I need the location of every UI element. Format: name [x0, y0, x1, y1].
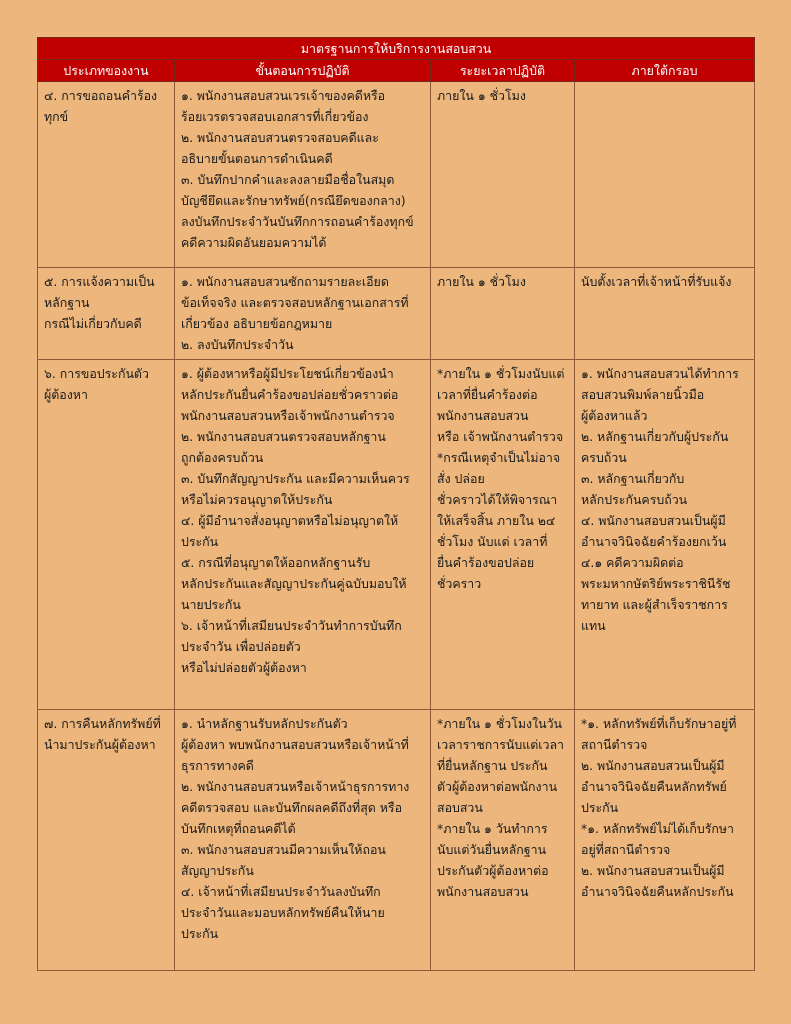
- header-framework: ภายใต้กรอบ: [575, 60, 755, 82]
- table-title-row: [38, 38, 755, 60]
- table-header-row: [38, 60, 755, 82]
- framework-cell: [575, 82, 755, 268]
- procedure-cell: ๑. พนักงานสอบสวนเวรเจ้าของคดีหรือ ร้อยเวรตรวจสอบเอกสารที่เกี่ยวข้อง ๒. พนักงานสอบสวนตรวจสอบคดีและ อธิบายขั้นตอนการดำเนินคดี ๓. บันทึกปากคำและลงลายมือชื่อในสมุด บัญชียึดและรักษาทรัพย์(กรณียึดของกลาง) ลงบันทึกประจำวันบันทึกการถอนคำร้องทุกข์ คดีความผิดอันยอมความได้: [175, 82, 431, 268]
- table-row: [38, 710, 755, 971]
- table-row: [38, 360, 755, 710]
- service-standards-table: [37, 37, 755, 971]
- duration-cell: ภายใน ๑ ชั่วโมง: [431, 82, 575, 268]
- duration-cell: ภายใน ๑ ชั่วโมง: [431, 268, 575, 360]
- duration-cell: *ภายใน ๑ ชั่วโมงนับแต่ เวลาที่ยื่นคำร้องต่อ พนักงานสอบสวน หรือ เจ้าพนักงานตำรวจ *กรณีเหตุจำเป็นไม่อาจ สั่ง ปล่อย ชั่วคราวได้ให้พิจารณา ให้เสร็จสิ้น ภายใน ๒๔ ชั่วโมง นับแต่ เวลาที่ ยื่นคำร้องขอปล่อย ชั่วคราว: [431, 360, 575, 710]
- table-title: มาตรฐานการให้บริการงานสอบสวน: [38, 38, 755, 60]
- table-row: [38, 268, 755, 360]
- header-duration: ระยะเวลาปฏิบัติ: [431, 60, 575, 82]
- framework-cell: *๑. หลักทรัพย์ที่เก็บรักษาอยู่ที่ สถานีตำรวจ ๒. พนักงานสอบสวนเป็นผู้มี อำนาจวินิจฉัยคืนหลักทรัพย์ ประกัน *๑. หลักทรัพย์ไม่ได้เก็บรักษา อยู่ที่สถานีตำรวจ ๒. พนักงานสอบสวนเป็นผู้มี อำนาจวินิจฉัยคืนหลักประกัน: [575, 710, 755, 971]
- procedure-cell: ๑. ผู้ต้องหาหรือผู้มีประโยชน์เกี่ยวข้องนำ หลักประกันยื่นคำร้องขอปล่อยชั่วคราวต่อ พนักงานสอบสวนหรือเจ้าพนักงานตำรวจ ๒. พนักงานสอบสวนตรวจสอบหลักฐาน ถูกต้องครบถ้วน ๓. บันทึกสัญญาประกัน และมีความเห็นควร หรือไม่ควรอนุญาตให้ประกัน ๔. ผู้มีอำนาจสั่งอนุญาตหรือไม่อนุญาตให้ ประกัน ๕. กรณีที่อนุญาตให้ออกหลักฐานรับ หลักประกันและสัญญาประกันคู่ฉบับมอบให้ นายประกัน ๖. เจ้าหน้าที่เสมียนประจำวันทำการบันทึก ประจำวัน เพื่อปล่อยตัว หรือไม่ปล่อยตัวผู้ต้องหา: [175, 360, 431, 710]
- work-type-cell: ๕. การแจ้งความเป็น หลักฐาน กรณีไม่เกี่ยวกับคดี: [38, 268, 175, 360]
- table-row: [38, 82, 755, 268]
- duration-cell: *ภายใน ๑ ชั่วโมงในวัน เวลาราชการนับแต่เวลา ที่ยื่นหลักฐาน ประกัน ตัวผู้ต้องหาต่อพนักงาน สอบสวน *ภายใน ๑ วันทำการ นับแต่วันยื่นหลักฐาน ประกันตัวผู้ต้องหาต่อ พนักงานสอบสวน: [431, 710, 575, 971]
- work-type-cell: ๔. การขอถอนคำร้อง ทุกข์: [38, 82, 175, 268]
- framework-cell: นับตั้งเวลาที่เจ้าหน้าที่รับแจ้ง: [575, 268, 755, 360]
- header-procedure: ขั้นตอนการปฏิบัติ: [175, 60, 431, 82]
- header-work-type: ประเภทของงาน: [38, 60, 175, 82]
- work-type-cell: ๗. การคืนหลักทรัพย์ที่ นำมาประกันผู้ต้องหา: [38, 710, 175, 971]
- work-type-cell: ๖. การขอประกันตัว ผู้ต้องหา: [38, 360, 175, 710]
- procedure-cell: ๑. พนักงานสอบสวนซักถามรายละเอียด ข้อเท็จจริง และตรวจสอบหลักฐานเอกสารที่ เกี่ยวข้อง อธิบายข้อกฎหมาย ๒. ลงบันทึกประจำวัน: [175, 268, 431, 360]
- procedure-cell: ๑. นำหลักฐานรับหลักประกันตัว ผู้ต้องหา พบพนักงานสอบสวนหรือเจ้าหน้าที่ ธุรการทางคดี ๒. พนักงานสอบสวนหรือเจ้าหน้าธุรการทาง คดีตรวจสอบ และบันทึกผลคดีถึงที่สุด หรือ บันทึกเหตุที่ถอนคดีได้ ๓. พนักงานสอบสวนมีความเห็นให้ถอน สัญญาประกัน ๔. เจ้าหน้าที่เสมียนประจำวันลงบันทึก ประจำวันและมอบหลักทรัพย์คืนให้นาย ประกัน: [175, 710, 431, 971]
- framework-cell: ๑. พนักงานสอบสวนได้ทำการ สอบสวนพิมพ์ลายนิ้วมือ ผู้ต้องหาแล้ว ๒. หลักฐานเกี่ยวกับผู้ประกัน ครบถ้วน ๓. หลักฐานเกี่ยวกับ หลักประกันครบถ้วน ๔. พนักงานสอบสวนเป็นผู้มี อำนาจวินิจฉัยคำร้องยกเว้น ๔.๑ คดีความผิดต่อ พระมหากษัตริย์พระราชินีรัช ทายาท และผู้สำเร็จราชการ แทน: [575, 360, 755, 710]
